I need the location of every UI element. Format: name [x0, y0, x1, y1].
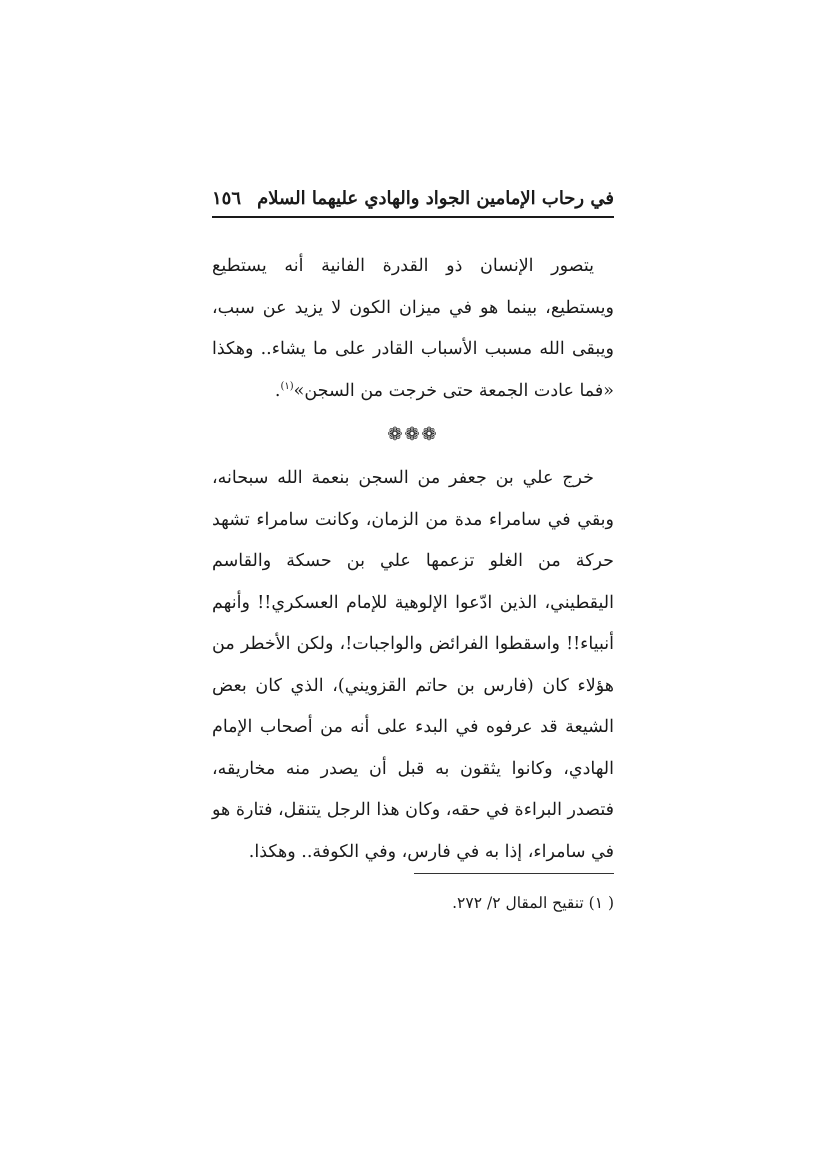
paragraph-1-text: يتصور الإنسان ذو القدرة الفانية أنه يستطيع ويستطيع، بينما هو في ميزان الكون لا يزيد عن سبب، ويبقى الله مسبب الأسباب القادر على ما يشاء.. وهكذا «فما عادت الجمعة حتى خرجت من السجن»	[212, 256, 614, 401]
paragraph-1	[212, 246, 614, 412]
running-header-title: في رحاب الإمامين الجواد والهادي عليهما السلام	[257, 188, 614, 209]
footnote-rule	[414, 873, 614, 874]
footnote-marker: (١)	[280, 380, 294, 392]
header-rule	[212, 216, 614, 218]
paragraph-2: خرج علي بن جعفر من السجن بنعمة الله سبحانه، وبقي في سامراء مدة من الزمان، وكانت سامراء تشهد حركة من الغلو تزعمها علي بن حسكة والقاسم اليقطيني، الذين ادّعوا الإلوهية للإمام العسكري!! وأنهم أنبياء!! واسقطوا الفرائض والواجبات!، ولكن الأخطر من هؤلاء كان (فارس بن حاتم القزويني)، الذي كان بعض الشيعة قد عرفوه في البدء على أنه من أصحاب الإمام الهادي، وكانوا يثقون به قبل أن يصدر منه مخاريقه، فتصدر البراءة في حقه، وكان هذا الرجل يتنقل، فتارة هو في سامراء، إذا به في فارس، وفي الكوفة.. وهكذا.	[212, 468, 614, 862]
running-header	[212, 186, 614, 218]
footnote-1: ( ١) تنقيح المقال ٢/ ٢٧٢.	[452, 894, 614, 912]
page-number: ١٥٦	[212, 188, 242, 209]
section-separator: ❁❁❁	[387, 424, 439, 445]
paragraph-1-end: .	[274, 380, 281, 401]
